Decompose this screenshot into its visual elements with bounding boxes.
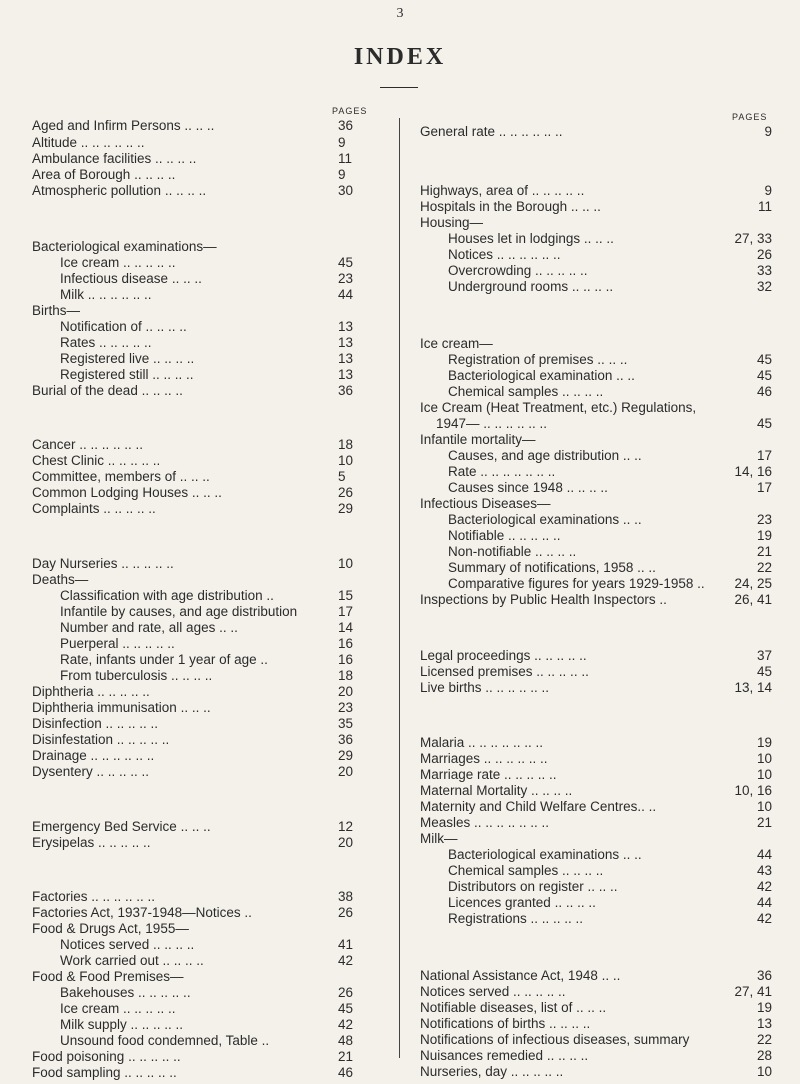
index-entry-term: Work carried out .. .. .. .. <box>60 953 204 968</box>
index-entry <box>420 648 772 664</box>
index-entry-pages: 13 <box>338 319 354 334</box>
index-entry-pages: 15 <box>338 588 354 603</box>
index-entry-pages: 36 <box>338 118 354 133</box>
index-entry-pages: 21 <box>338 1049 354 1064</box>
index-entry-pages: 20 <box>338 684 354 699</box>
index-entry-term: From tuberculosis .. .. .. .. <box>60 668 213 683</box>
index-entry <box>32 636 376 652</box>
index-entry <box>420 1064 772 1080</box>
index-entry <box>32 453 376 469</box>
index-entry-pages: 45 <box>756 352 772 367</box>
index-entry-pages: 20 <box>338 835 354 850</box>
index-entry-term: Ambulance facilities .. .. .. .. <box>32 151 197 166</box>
index-entry-term: Notices served .. .. .. .. .. <box>420 984 566 999</box>
index-entry-pages: 22 <box>756 560 772 575</box>
index-entry <box>420 480 772 496</box>
index-entry <box>32 819 376 835</box>
index-entry <box>420 735 772 751</box>
index-entry-term: Registrations .. .. .. .. .. <box>448 911 584 926</box>
index-entry-pages: 5 <box>338 469 346 484</box>
index-entry <box>420 528 772 544</box>
index-entry-term: Summary of notifications, 1958 .. .. <box>448 560 656 575</box>
index-entry <box>32 604 376 620</box>
index-entry-term: Disinfestation .. .. .. .. .. <box>32 732 170 747</box>
index-entry-pages: 46 <box>338 1065 354 1080</box>
index-entry-term: Non-notifiable .. .. .. .. <box>448 544 577 559</box>
index-entry-term: Maternity and Child Welfare Centres.. .. <box>420 799 657 814</box>
index-entry-term: Legal proceedings .. .. .. .. .. <box>420 648 587 663</box>
index-entry <box>32 921 376 937</box>
index-entry <box>32 1049 376 1065</box>
index-entry <box>420 863 772 879</box>
index-entry <box>32 437 376 453</box>
index-entry-pages: 44 <box>756 847 772 862</box>
index-entry-term: Diphtheria immunisation .. .. .. <box>32 700 211 715</box>
index-entry-pages: 38 <box>338 889 354 904</box>
index-entry <box>32 620 376 636</box>
index-entry <box>32 1017 376 1033</box>
index-entry <box>32 351 376 367</box>
index-entry-term: Causes since 1948 .. .. .. .. <box>448 480 608 495</box>
index-entry-pages: 10 <box>756 767 772 782</box>
index-entry <box>32 255 376 271</box>
index-entry <box>32 151 376 167</box>
index-entry <box>420 799 772 815</box>
index-entry <box>32 135 376 151</box>
index-entry-pages: 17 <box>338 604 354 619</box>
index-entry-term: Malaria .. .. .. .. .. .. .. <box>420 735 544 750</box>
index-entry-term: Registered still .. .. .. .. <box>60 367 194 382</box>
index-entry-pages: 23 <box>756 512 772 527</box>
index-entry <box>420 879 772 895</box>
index-entry-pages: 33 <box>756 263 772 278</box>
index-entry-pages: 42 <box>338 1017 354 1032</box>
index-entry-pages: 19 <box>756 735 772 750</box>
index-entry-term: Factories .. .. .. .. .. .. <box>32 889 156 904</box>
index-entry-pages: 27, 41 <box>734 984 772 999</box>
index-entry <box>420 831 772 847</box>
index-entry <box>420 352 772 368</box>
index-entry-pages: 13 <box>338 351 354 366</box>
index-entry-pages: 12 <box>338 819 354 834</box>
index-entry <box>420 911 772 927</box>
index-entry-term: Chemical samples .. .. .. .. <box>448 863 604 878</box>
index-entry-term: Disinfection .. .. .. .. .. <box>32 716 159 731</box>
index-entry-term: Ice cream .. .. .. .. .. <box>60 1001 176 1016</box>
index-entry-pages: 48 <box>338 1033 354 1048</box>
index-entry-pages: 21 <box>756 544 772 559</box>
index-entry-pages: 43 <box>756 863 772 878</box>
index-entry <box>32 572 376 588</box>
index-entry-term: Chemical samples .. .. .. .. <box>448 384 604 399</box>
index-entry-pages: 13 <box>338 367 354 382</box>
index-entry-term: Highways, area of .. .. .. .. .. <box>420 183 585 198</box>
index-entry-term: Hospitals in the Borough .. .. .. <box>420 199 601 214</box>
index-entry-term: Infectious Diseases— <box>420 496 551 511</box>
index-entry <box>32 1065 376 1081</box>
index-entry-pages: 29 <box>338 748 354 763</box>
index-entry-term: Registration of premises .. .. .. <box>448 352 628 367</box>
index-entry <box>32 287 376 303</box>
index-entry-term: Milk supply .. .. .. .. .. <box>60 1017 184 1032</box>
index-entry <box>420 751 772 767</box>
index-entry <box>420 215 772 231</box>
index-entry-pages: 45 <box>756 368 772 383</box>
index-entry-pages: 10 <box>756 1064 772 1079</box>
index-entry <box>420 247 772 263</box>
index-entry-term: Marriages .. .. .. .. .. .. <box>420 751 548 766</box>
index-entry <box>420 1016 772 1032</box>
index-entry-pages: 9 <box>764 124 772 139</box>
index-entry-pages: 11 <box>757 199 772 214</box>
index-entry-term: Overcrowding .. .. .. .. .. <box>448 263 588 278</box>
index-entry <box>420 512 772 528</box>
index-entry <box>32 969 376 985</box>
index-entry <box>420 231 772 247</box>
index-entry <box>32 183 376 199</box>
index-entry-pages: 26 <box>338 985 354 1000</box>
index-entry-pages: 16 <box>338 652 354 667</box>
index-entry-pages: 45 <box>756 416 772 431</box>
index-entry-term: Inspections by Public Health Inspectors .. <box>420 592 667 607</box>
index-entry-term: Underground rooms .. .. .. .. <box>448 279 614 294</box>
index-entry-term: Emergency Bed Service .. .. .. <box>32 819 211 834</box>
index-entry-pages: 45 <box>338 255 354 270</box>
index-entry-pages: 21 <box>756 815 772 830</box>
index-entry-pages: 29 <box>338 501 354 516</box>
column-divider <box>399 118 400 1058</box>
index-entry-term: National Assistance Act, 1948 .. .. <box>420 968 621 983</box>
index-entry <box>32 953 376 969</box>
index-entry <box>32 835 376 851</box>
index-entry-term: Licences granted .. .. .. .. <box>448 895 596 910</box>
index-entry-term: Committee, members of .. .. .. <box>32 469 210 484</box>
index-entry-term: Factories Act, 1937-1948—Notices .. <box>32 905 252 920</box>
index-entry <box>420 847 772 863</box>
index-entry-term: Ice cream— <box>420 336 493 351</box>
index-entry-term: Diphtheria .. .. .. .. .. <box>32 684 150 699</box>
index-entry-term: Number and rate, all ages .. .. <box>60 620 238 635</box>
index-entry-pages: 10 <box>756 751 772 766</box>
index-entry <box>32 271 376 287</box>
index-entry-term: Cancer .. .. .. .. .. .. <box>32 437 144 452</box>
index-entry-pages: 32 <box>756 279 772 294</box>
index-entry-pages: 37 <box>756 648 772 663</box>
index-entry-term: Houses let in lodgings .. .. .. <box>448 231 614 246</box>
index-entry <box>420 448 772 464</box>
index-entry-term: Common Lodging Houses .. .. .. <box>32 485 222 500</box>
index-entry <box>420 664 772 680</box>
index-entry-pages: 9 <box>338 135 346 150</box>
index-entry-pages: 41 <box>338 937 354 952</box>
index-entry-term: Live births .. .. .. .. .. .. <box>420 680 550 695</box>
index-entry-term: Rate .. .. .. .. .. .. .. <box>448 464 556 479</box>
index-entry-term: Classification with age distribution .. <box>60 588 274 603</box>
index-entry-term: Ice Cream (Heat Treatment, etc.) Regulations, <box>420 400 697 415</box>
index-entry-pages: 17 <box>756 480 772 495</box>
index-entry <box>420 199 772 215</box>
index-entry <box>32 652 376 668</box>
index-entry-term: Nuisances remedied .. .. .. .. <box>420 1048 589 1063</box>
index-entry-pages: 42 <box>756 879 772 894</box>
index-entry-pages: 10 <box>338 556 354 571</box>
index-entry-term: Notices served .. .. .. .. <box>60 937 195 952</box>
index-title: INDEX <box>353 44 447 70</box>
index-entry <box>420 279 772 295</box>
index-entry-term: Atmospheric pollution .. .. .. .. <box>32 183 207 198</box>
index-entry-term: Causes, and age distribution .. .. <box>448 448 642 463</box>
index-entry-pages: 36 <box>338 732 354 747</box>
index-entry-term: Notifications of infectious diseases, summary <box>420 1032 690 1047</box>
index-entry-term: Distributors on register .. .. .. <box>448 879 618 894</box>
index-entry-pages: 36 <box>338 383 354 398</box>
index-entry-term: Bakehouses .. .. .. .. .. <box>60 985 191 1000</box>
index-entry-pages: 14, 16 <box>734 464 772 479</box>
index-entry <box>32 239 376 255</box>
index-entry-term: Infantile by causes, and age distribution <box>60 604 298 619</box>
index-entry-pages: 23 <box>338 271 354 286</box>
index-entry <box>32 588 376 604</box>
index-entry <box>420 984 772 1000</box>
index-entry-term: Day Nurseries .. .. .. .. .. <box>32 556 174 571</box>
index-entry <box>32 485 376 501</box>
index-entry-pages: 20 <box>338 764 354 779</box>
index-entry-pages: 13 <box>756 1016 772 1031</box>
index-entry <box>32 700 376 716</box>
index-entry-pages: 10, 16 <box>734 783 772 798</box>
index-entry-pages: 42 <box>338 953 354 968</box>
index-entry <box>420 968 772 984</box>
index-entry-term: Nurseries, day .. .. .. .. .. <box>420 1064 564 1079</box>
index-entry <box>420 432 772 448</box>
index-entry <box>420 895 772 911</box>
index-entry-term: Comparative figures for years 1929-1958 .. <box>448 576 705 591</box>
index-entry <box>32 469 376 485</box>
index-entry <box>420 544 772 560</box>
index-entry <box>420 336 772 352</box>
index-entry-pages: 35 <box>338 716 354 731</box>
index-entry-pages: 22 <box>756 1032 772 1047</box>
index-entry <box>420 183 772 199</box>
index-entry-term: Food poisoning .. .. .. .. .. <box>32 1049 181 1064</box>
index-entry <box>420 263 772 279</box>
title-divider <box>380 87 418 88</box>
index-entry-term: Food sampling .. .. .. .. .. <box>32 1065 177 1080</box>
index-entry-term: Marriage rate .. .. .. .. .. <box>420 767 557 782</box>
index-entry-term: General rate .. .. .. .. .. .. <box>420 124 563 139</box>
index-entry <box>420 496 772 512</box>
index-entry <box>32 937 376 953</box>
index-entry <box>32 684 376 700</box>
index-entry <box>32 118 376 134</box>
index-entry <box>32 367 376 383</box>
index-entry <box>420 384 772 400</box>
index-entry <box>32 383 376 399</box>
index-entry <box>420 1048 772 1064</box>
index-entry <box>32 556 376 572</box>
index-entry <box>420 124 772 140</box>
index-entry-term: 1947— .. .. .. .. .. .. <box>436 416 548 431</box>
index-entry <box>32 732 376 748</box>
index-entry-pages: 24, 25 <box>734 576 772 591</box>
index-entry <box>32 748 376 764</box>
index-entry-term: Bacteriological examinations .. .. <box>448 512 642 527</box>
index-entry <box>32 1033 376 1049</box>
index-entry-pages: 28 <box>756 1048 772 1063</box>
index-entry-term: Burial of the dead .. .. .. .. <box>32 383 183 398</box>
page-number: 3 <box>396 6 404 21</box>
index-entry-pages: 23 <box>338 700 354 715</box>
index-entry-pages: 26 <box>756 247 772 262</box>
index-entry-pages: 46 <box>756 384 772 399</box>
index-entry-pages: 45 <box>338 1001 354 1016</box>
index-entry-pages: 10 <box>756 799 772 814</box>
index-entry <box>420 416 772 432</box>
index-entry-pages: 19 <box>756 1000 772 1015</box>
index-entry-term: Chest Clinic .. .. .. .. .. <box>32 453 161 468</box>
index-entry-term: Notification of .. .. .. .. <box>60 319 187 334</box>
index-entry <box>420 1000 772 1016</box>
index-entry-term: Aged and Infirm Persons .. .. .. <box>32 118 215 133</box>
index-entry <box>32 985 376 1001</box>
index-entry-term: Infantile mortality— <box>420 432 536 447</box>
index-entry-term: Maternal Mortality .. .. .. .. <box>420 783 573 798</box>
index-entry-pages: 9 <box>338 167 346 182</box>
index-entry-pages: 11 <box>338 151 353 166</box>
index-entry <box>32 167 376 183</box>
index-entry <box>420 576 772 592</box>
index-entry <box>420 560 772 576</box>
index-entry <box>420 400 772 416</box>
index-entry-pages: 13, 14 <box>734 680 772 695</box>
index-entry-term: Bacteriological examinations— <box>32 239 217 254</box>
index-entry-term: Notifiable diseases, list of .. .. .. <box>420 1000 607 1015</box>
index-entry-term: Infectious disease .. .. .. <box>60 271 202 286</box>
index-entry-term: Bacteriological examinations .. .. <box>448 847 642 862</box>
index-entry-term: Housing— <box>420 215 484 230</box>
index-entry-term: Bacteriological examination .. .. <box>448 368 635 383</box>
index-entry-pages: 18 <box>338 437 354 452</box>
index-entry <box>32 501 376 517</box>
index-entry-term: Measles .. .. .. .. .. .. .. <box>420 815 550 830</box>
index-entry-term: Rates .. .. .. .. .. <box>60 335 152 350</box>
index-entry <box>420 783 772 799</box>
pages-header: PAGES <box>332 106 368 116</box>
index-entry <box>32 764 376 780</box>
index-entry <box>32 319 376 335</box>
index-entry <box>420 1032 772 1048</box>
index-entry-pages: 13 <box>338 335 354 350</box>
index-entry <box>32 889 376 905</box>
index-entry-term: Notifications of births .. .. .. .. <box>420 1016 591 1031</box>
index-entry-pages: 27, 33 <box>734 231 772 246</box>
index-entry <box>420 680 772 696</box>
index-entry-pages: 9 <box>764 183 772 198</box>
index-entry <box>32 668 376 684</box>
index-entry-term: Food & Food Premises— <box>32 969 184 984</box>
index-entry-term: Puerperal .. .. .. .. .. <box>60 636 175 651</box>
index-entry-pages: 44 <box>756 895 772 910</box>
index-entry-term: Deaths— <box>32 572 89 587</box>
index-entry-pages: 14 <box>338 620 354 635</box>
index-entry <box>420 464 772 480</box>
index-entry-term: Notices .. .. .. .. .. .. <box>448 247 561 262</box>
index-entry-term: Altitude .. .. .. .. .. .. <box>32 135 145 150</box>
index-entry-term: Notifiable .. .. .. .. .. <box>448 528 561 543</box>
index-entry-pages: 45 <box>756 664 772 679</box>
index-entry-term: Dysentery .. .. .. .. .. <box>32 764 150 779</box>
index-entry-pages: 19 <box>756 528 772 543</box>
index-entry-pages: 42 <box>756 911 772 926</box>
pages-header: PAGES <box>732 112 768 122</box>
index-entry <box>32 303 376 319</box>
index-entry <box>420 592 772 608</box>
index-entry-pages: 26 <box>338 485 354 500</box>
index-entry-term: Drainage .. .. .. .. .. .. <box>32 748 155 763</box>
index-entry-pages: 26, 41 <box>734 592 772 607</box>
index-entry-term: Licensed premises .. .. .. .. .. <box>420 664 589 679</box>
index-entry-pages: 18 <box>338 668 354 683</box>
index-entry <box>420 767 772 783</box>
index-entry-term: Rate, infants under 1 year of age .. <box>60 652 268 667</box>
index-entry-pages: 26 <box>338 905 354 920</box>
index-entry <box>32 1001 376 1017</box>
index-entry-pages: 17 <box>756 448 772 463</box>
index-entry-pages: 44 <box>338 287 354 302</box>
index-entry-term: Area of Borough .. .. .. .. <box>32 167 176 182</box>
index-entry-term: Registered live .. .. .. .. <box>60 351 195 366</box>
index-entry-term: Erysipelas .. .. .. .. .. <box>32 835 151 850</box>
index-entry-term: Milk .. .. .. .. .. .. <box>60 287 152 302</box>
index-entry <box>420 815 772 831</box>
index-entry-pages: 10 <box>338 453 354 468</box>
index-entry-term: Births— <box>32 303 81 318</box>
index-entry <box>32 905 376 921</box>
index-entry <box>32 716 376 732</box>
index-entry <box>32 335 376 351</box>
index-entry-term: Food & Drugs Act, 1955— <box>32 921 189 936</box>
index-entry-term: Complaints .. .. .. .. .. <box>32 501 156 516</box>
index-entry-pages: 16 <box>338 636 354 651</box>
index-entry-pages: 30 <box>338 183 354 198</box>
index-entry-pages: 36 <box>756 968 772 983</box>
index-entry-term: Unsound food condemned, Table .. <box>60 1033 270 1048</box>
index-entry <box>420 368 772 384</box>
index-entry-term: Ice cream .. .. .. .. .. <box>60 255 176 270</box>
index-entry-term: Milk— <box>420 831 458 846</box>
